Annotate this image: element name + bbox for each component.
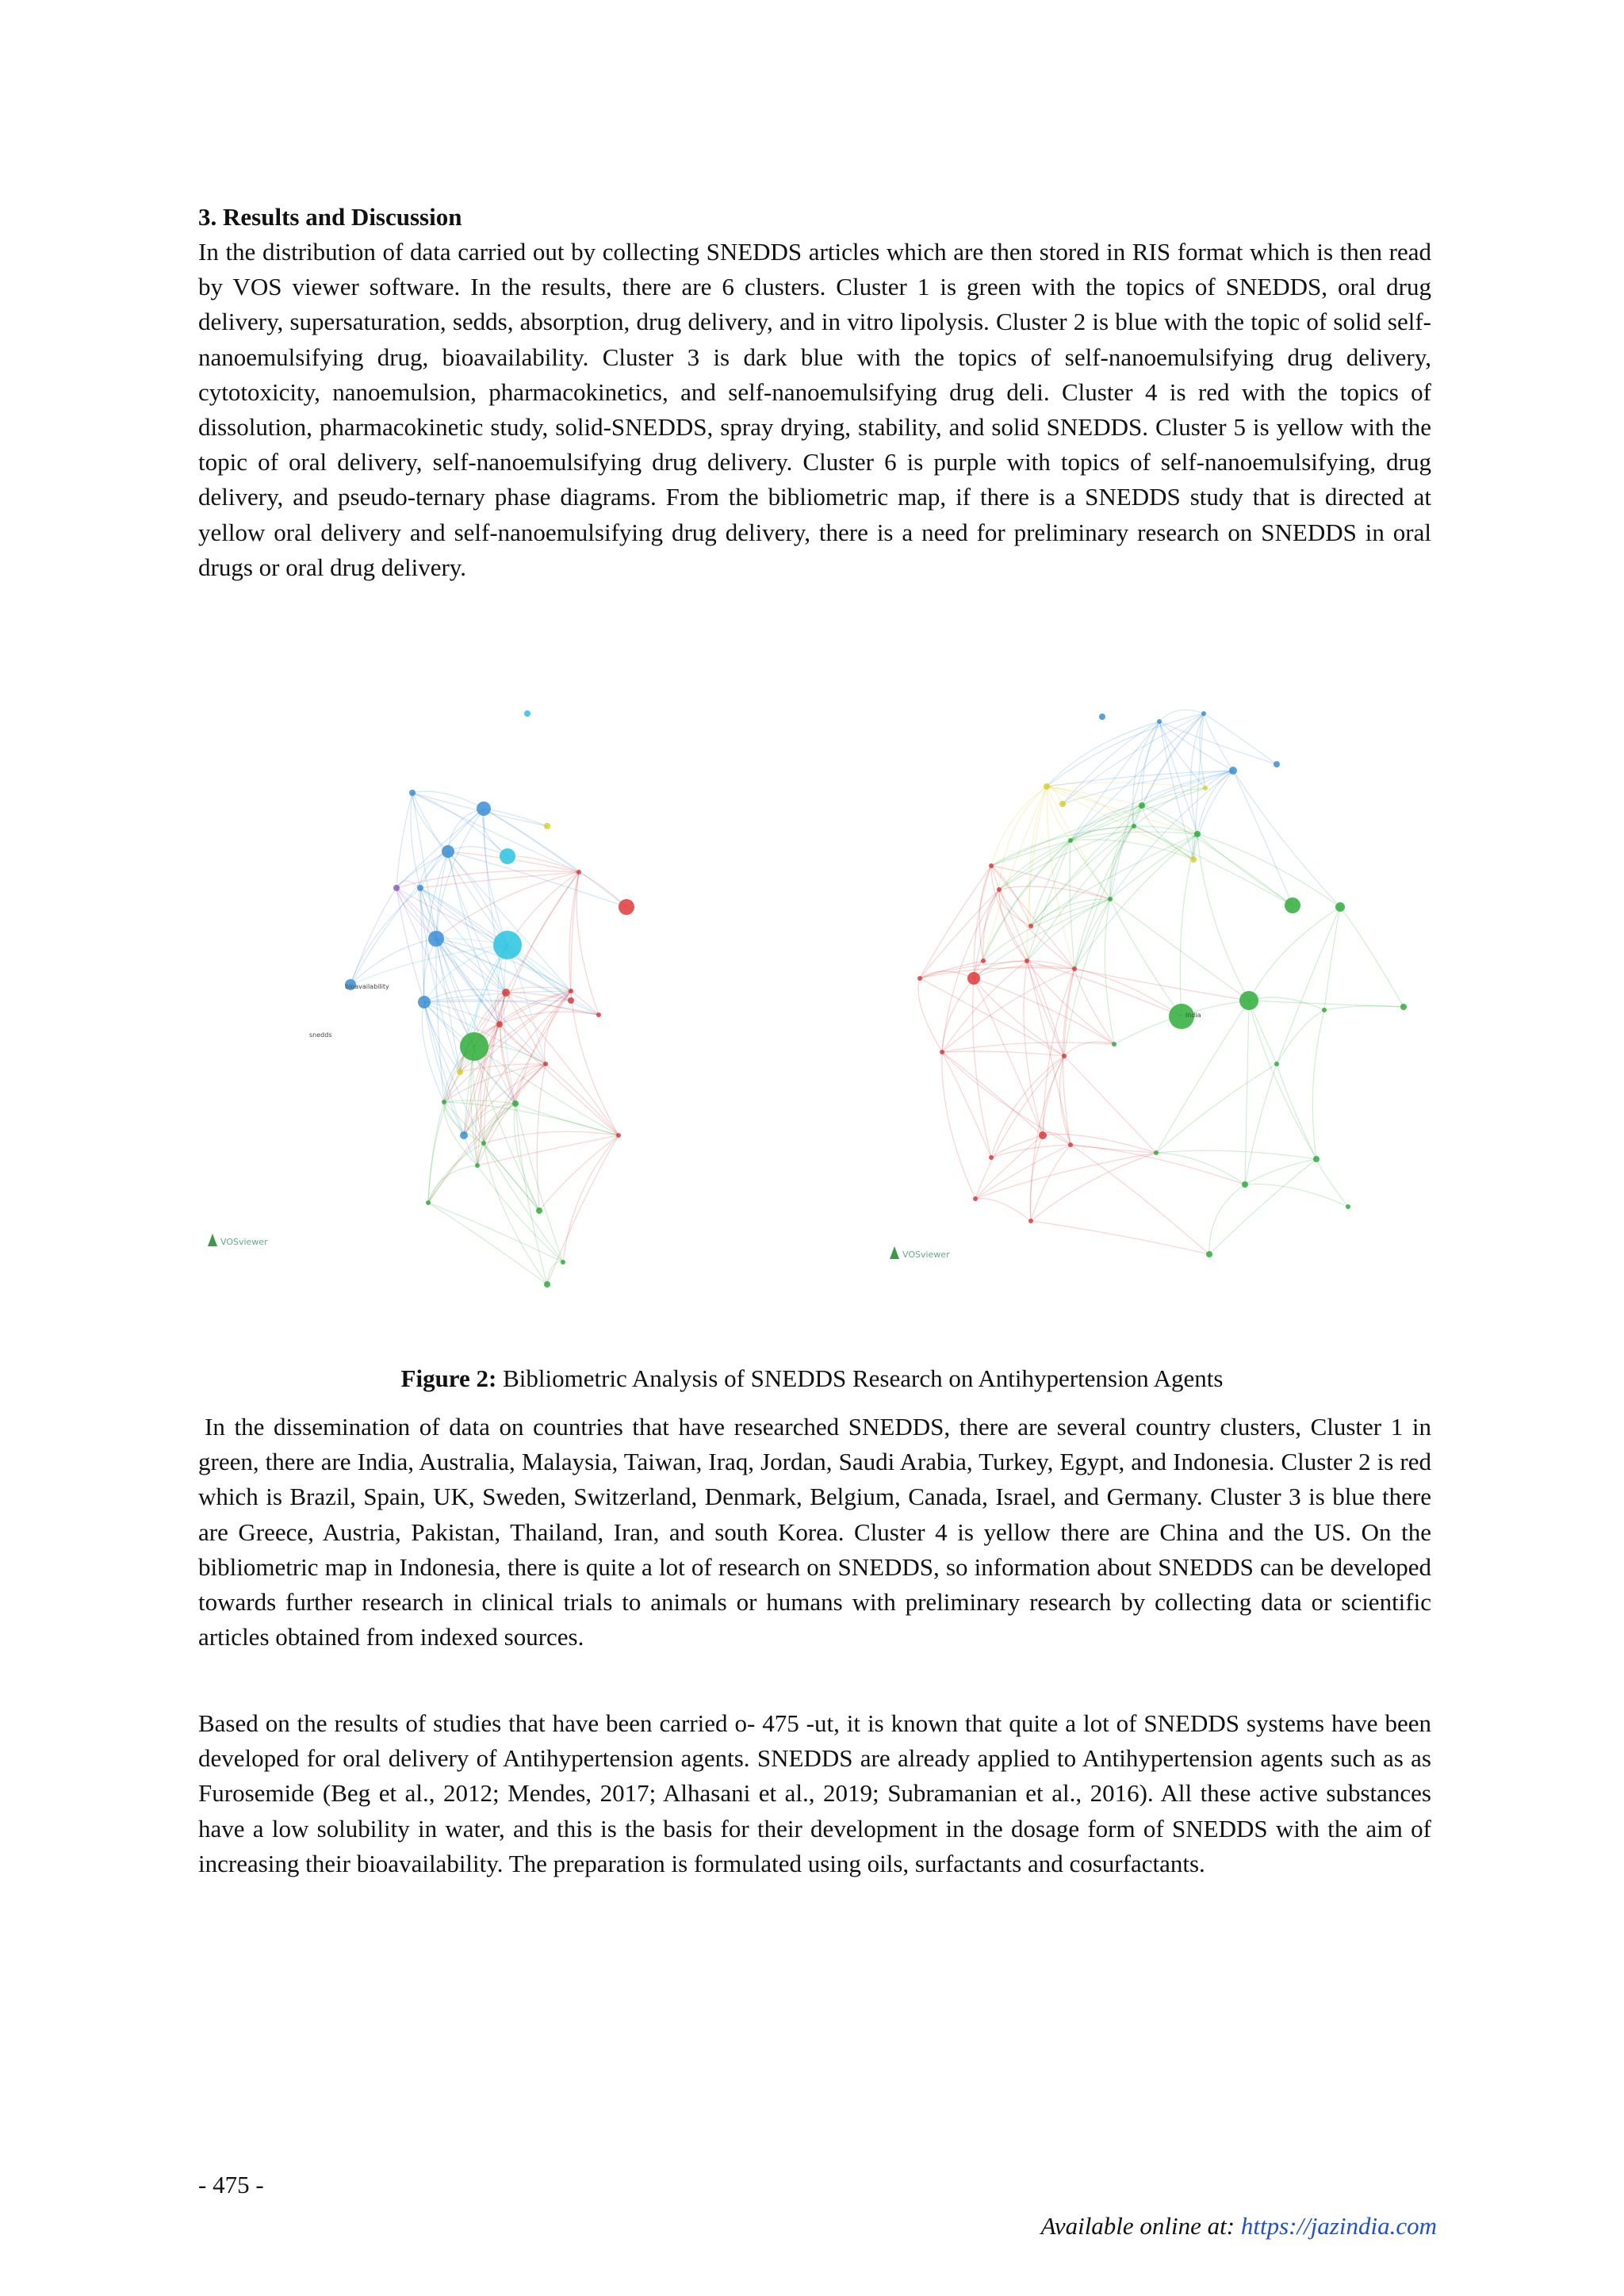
country-edge [1031, 1145, 1071, 1221]
country-node [973, 1196, 978, 1201]
country-node [940, 1050, 944, 1054]
country-edge [1142, 788, 1205, 806]
country-edge [1071, 1145, 1209, 1254]
country-node [1206, 1251, 1212, 1257]
node-label-snedds: snedds [309, 1031, 332, 1039]
keyword-node [568, 997, 574, 1004]
country-node [1154, 1150, 1159, 1155]
country-node [989, 1155, 994, 1160]
keyword-node [442, 1100, 446, 1104]
keyword-node [536, 1207, 542, 1214]
country-edge [1209, 1184, 1245, 1254]
country-node [1025, 959, 1029, 963]
country-node [1194, 831, 1201, 837]
keyword-node [576, 870, 581, 874]
country-edge [974, 978, 1043, 1135]
country-edge [918, 978, 942, 1052]
country-edge [1340, 907, 1404, 1007]
keyword-edge [448, 809, 484, 851]
keyword-edge [436, 872, 579, 939]
keyword-edge [350, 888, 420, 985]
keyword-node [426, 1200, 431, 1205]
footer-label: Available online at: [1040, 2212, 1241, 2240]
country-edge [991, 1056, 1064, 1158]
keyword-node [417, 885, 423, 891]
country-node [1335, 902, 1345, 912]
keyword-node [496, 1021, 503, 1027]
country-edge [1312, 1010, 1324, 1159]
country-node [1028, 1219, 1033, 1223]
country-edge [942, 1052, 991, 1158]
country-node [989, 863, 994, 868]
keyword-edge [428, 1203, 563, 1262]
country-edge [1110, 899, 1249, 1001]
keyword-node [393, 885, 400, 891]
keyword-node [544, 1281, 550, 1288]
keyword-node [596, 1012, 601, 1017]
keyword-edge [563, 1135, 619, 1262]
keyword-node [457, 1069, 463, 1075]
country-edge [1209, 1159, 1316, 1254]
keyword-node [500, 848, 515, 864]
country-node [1044, 783, 1050, 790]
keyword-node [428, 931, 444, 947]
keyword-edge [396, 851, 448, 888]
country-node [1239, 991, 1258, 1010]
country-edge [1159, 721, 1197, 834]
keyword-edge [477, 1104, 515, 1165]
keyword-node [544, 823, 550, 829]
country-node [1072, 966, 1077, 971]
country-edge [1245, 1184, 1348, 1207]
keyword-node [493, 931, 522, 959]
country-node [981, 959, 986, 963]
country-node [1274, 761, 1280, 767]
country-node [1139, 802, 1145, 809]
country-node [997, 887, 1002, 892]
country-node [1068, 838, 1073, 843]
figure-caption-label: Figure 2: [400, 1364, 497, 1392]
paragraph-countries: In the dissemination of data on countries that have researched SNEDDS, there are several country clusters, Cluster 1 in green, there are India, Australia, Malaysia, Taiwan, Iraq, Jordan, Saudi Arabia, Turkey, Egypt, and Indonesia. Cluster 2 is red which is Brazil, Spain, UK, Sweden, Switzerland, Denmark, Belgium, Canada, Israel, and Germany. Cluster 3 is blue there are Greece, Austria, Pakistan, Thailand, Iran, and south Korea. Cluster 4 is yellow there are China and the US. On the bibliometric map in Indonesia, there is quite a lot of research on SNEDDS, so information about SNEDDS can be developed towards further research in clinical trials to animals or humans with preliminary research by collecting data or scientific articles obtained from indexed sources. [198, 1413, 1431, 1651]
paragraph-results: Based on the results of studies that have been carried o- 475 -ut, it is known that quite a lot of SNEDDS systems have been developed for oral delivery of Antihypertension agents. SNEDDS are already applied to Antihypertension agents such as as Furosemide (Beg et al., 2012; Mendes, 2017; Alhasani et al., 2019; Subramanian et al., 2016). All these active substances have a low solubility in water, and this is the basis for their development in the dosage form of SNEDDS with the aim of increasing their bioavailability. The preparation is formulated using oils, surfactants and cosurfactants. [198, 1709, 1431, 1877]
country-edge [1249, 1001, 1277, 1064]
keyword-node [512, 1100, 519, 1107]
country-edge [920, 978, 1064, 1056]
country-edge [1245, 1001, 1249, 1184]
keyword-edge [504, 945, 515, 1104]
keyword-edge [396, 793, 412, 888]
country-node [1132, 824, 1136, 828]
country-node [1059, 801, 1066, 807]
vosviewer-logo-icon [208, 1234, 217, 1246]
figure-caption-text: Bibliometric Analysis of SNEDDS Research on Antihypertension Agents [496, 1364, 1224, 1392]
country-edge [1027, 899, 1110, 961]
section-heading: 3. Results and Discussion [198, 203, 462, 231]
keyword-network-nodes [345, 710, 634, 1288]
vosviewer-watermark-right: VOSviewer [902, 1249, 950, 1260]
vosviewer-logo-icon [890, 1246, 899, 1259]
keyword-node [475, 1163, 480, 1168]
keyword-edge [500, 1012, 599, 1024]
keyword-edge [424, 1002, 460, 1072]
country-edge [1277, 1010, 1324, 1064]
footer-availability [1041, 2212, 1437, 2241]
node-label-bioavailability: bioavailability [345, 983, 389, 990]
country-node [1313, 1156, 1320, 1162]
country-node [1274, 1062, 1279, 1066]
country-edge [1027, 961, 1114, 1044]
country-node [1242, 1181, 1248, 1188]
country-node [1201, 711, 1206, 716]
country-network-svg [880, 691, 1435, 1302]
country-edge [1071, 832, 1197, 840]
country-node [1028, 924, 1033, 928]
keyword-edge [477, 1165, 563, 1262]
country-node [1039, 1131, 1047, 1139]
country-node [1099, 714, 1105, 720]
keyword-network-svg [198, 691, 753, 1302]
country-node [1108, 897, 1113, 901]
keyword-edge [448, 851, 571, 991]
country-edge [942, 978, 974, 1052]
country-node [967, 972, 980, 985]
country-node [1400, 1004, 1407, 1010]
keyword-node [543, 1062, 548, 1066]
country-edge [1110, 899, 1182, 1016]
keyword-node [418, 996, 431, 1008]
keyword-edge [396, 888, 424, 1002]
country-edge [1324, 1006, 1404, 1010]
country-edge [1277, 1064, 1316, 1159]
keyword-node [460, 1131, 468, 1139]
country-edge [1134, 826, 1293, 905]
country-edge [1324, 907, 1340, 1010]
country-node [1285, 897, 1300, 913]
country-edge [1031, 1221, 1209, 1254]
keyword-edge [508, 872, 579, 945]
keyword-edge [484, 809, 547, 826]
country-edge [942, 1051, 1064, 1056]
country-edge [942, 890, 999, 1052]
country-node [1203, 786, 1208, 790]
keyword-edge [515, 1064, 546, 1104]
keyword-network-edges [350, 791, 626, 1284]
country-edge [1156, 1150, 1316, 1159]
country-edge [920, 971, 974, 978]
keyword-node [409, 790, 416, 796]
country-edge [1156, 1001, 1249, 1153]
country-edge [1105, 899, 1114, 1044]
vosviewer-watermark-left: VOSviewer [220, 1237, 268, 1247]
keyword-node [502, 989, 510, 997]
country-node [1346, 1204, 1350, 1209]
country-node [1157, 719, 1162, 724]
keyword-node [477, 802, 491, 816]
node-label-india: india [1185, 1012, 1201, 1019]
keyword-node [524, 710, 530, 717]
country-edge [1233, 771, 1340, 907]
country-edge [975, 1056, 1064, 1199]
paragraph-clusters: In the distribution of data carried out by collecting SNEDDS articles which are then stored in RIS format which is then read by VOS viewer software. In the results, there are 6 clusters. Cluster 1 is green with the topics of SNEDDS, oral drug delivery, supersaturation, sedds, absorption, drug delivery, and in vitro lipolysis. Cluster 2 is blue with the topic of solid self-nanoemulsifying drug, bioavailability. Cluster 3 is dark blue with the topics of self-nanoemulsifying drug delivery, cytotoxicity, nanoemulsion, pharmacokinetics, and self-nanoemulsifying drug deli. Cluster 4 is red with the topics of dissolution, pharmacokinetic study, solid-SNEDDS, spray drying, stability, and solid SNEDDS. Cluster 5 is yellow with the topic of oral delivery, self-nanoemulsifying drug delivery. Cluster 6 is purple with topics of self-nanoemulsifying, drug delivery, and pseudo-ternary phase diagrams. From the bibliometric map, if there is a SNEDDS study that is directed at yellow oral delivery and self-nanoemulsifying drug delivery, there is a need for preliminary research on SNEDDS in oral drugs or oral drug delivery. [198, 238, 1431, 581]
country-node [1068, 1142, 1073, 1147]
figure-caption [0, 1361, 1624, 1396]
country-node [917, 976, 922, 981]
country-node [1112, 1042, 1116, 1047]
country-edge [975, 1153, 1156, 1199]
keyword-node [481, 1141, 486, 1146]
keyword-edge [350, 851, 448, 985]
country-edge [1245, 1159, 1316, 1184]
country-edge [991, 1145, 1071, 1158]
country-edge [942, 1043, 1114, 1052]
keyword-node [619, 899, 634, 915]
page-number: - 475 - [198, 2171, 264, 2198]
figure-bibliometric-maps [198, 691, 1435, 1302]
country-edge [1031, 1153, 1156, 1221]
country-edge [1071, 714, 1204, 840]
country-node [1229, 767, 1237, 775]
keyword-edge [515, 1104, 563, 1262]
keyword-node [561, 1260, 565, 1265]
country-node [1190, 856, 1197, 863]
country-network-edges [918, 710, 1404, 1254]
country-edge [1245, 1064, 1277, 1184]
keyword-node [616, 1133, 621, 1138]
country-edge [1047, 714, 1204, 786]
keyword-network-map [198, 691, 753, 1302]
keyword-node [460, 1032, 488, 1061]
country-network-map [880, 691, 1435, 1302]
country-edge [1064, 1056, 1156, 1153]
country-edge [991, 866, 1031, 926]
country-edge [1134, 771, 1233, 826]
country-edge [942, 969, 1074, 1052]
keyword-edge [428, 1165, 477, 1203]
keyword-edge [412, 793, 508, 856]
keyword-edge [420, 872, 579, 888]
country-edge [1156, 1064, 1277, 1153]
keyword-edge [484, 1131, 619, 1143]
country-edge [1197, 834, 1340, 907]
keyword-edge [436, 851, 448, 939]
country-edge [1249, 907, 1340, 1001]
keyword-edge [422, 1002, 444, 1102]
keyword-node [569, 989, 573, 993]
journal-link[interactable]: https://jazindia.com [1240, 2212, 1437, 2240]
keyword-node [442, 845, 454, 858]
keyword-edge [412, 791, 484, 809]
country-edge [920, 890, 999, 978]
country-edge [973, 978, 991, 1158]
country-node [1322, 1008, 1327, 1012]
country-edge [1027, 961, 1064, 1056]
country-node [1062, 1054, 1067, 1058]
country-edge [975, 1199, 1031, 1221]
